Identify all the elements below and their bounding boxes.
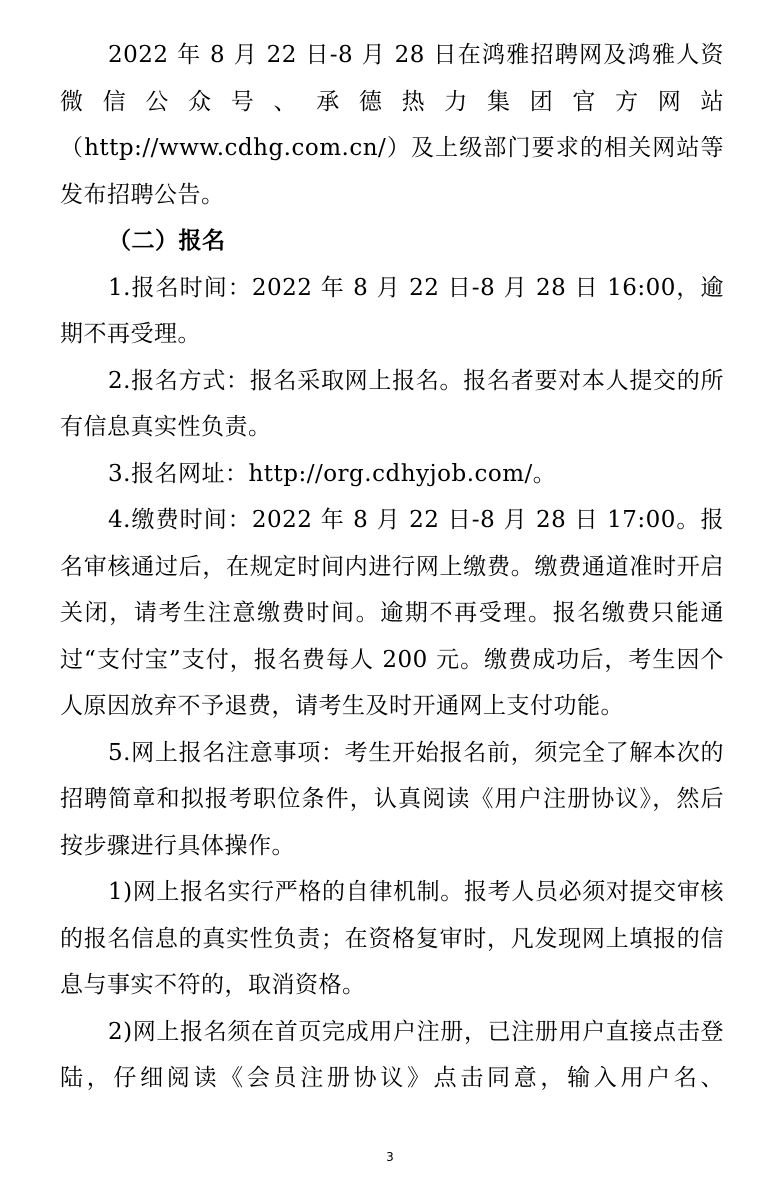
paragraph-registration-url: 3.报名网址：http://org.cdhyjob.com/。 bbox=[108, 460, 557, 487]
page-number: 3 bbox=[386, 1150, 394, 1164]
paragraph-registration-time: 1.报名时间：2022 年 8 月 22 日-8 月 28 日 16:00，逾期不再受理。 bbox=[60, 274, 724, 347]
paragraph-payment-time: 4.缴费时间：2022 年 8 月 22 日-8 月 28 日 17:00。报名审核通过后，在规定时间内进行网上缴费。缴费通道准时开启关闭，请考生注意缴费时间。逾期不再受理。报名缴费只能通过“支付宝”支付，报名费每人 200 元。缴费成功后，考生因个人原因放弃不予退费，请考生及时开通网上支付功能。 bbox=[60, 507, 724, 719]
document-page bbox=[60, 32, 724, 1102]
paragraph-online-notes: 5.网上报名注意事项：考生开始报名前，须完全了解本次的招聘简章和拟报考职位条件，认真阅读《用户注册协议》，然后按步骤进行具体操作。 bbox=[60, 739, 724, 859]
paragraph-registration-method: 2.报名方式：报名采取网上报名。报名者要对本人提交的所有信息真实性负责。 bbox=[60, 367, 724, 440]
paragraph-publish-channels: 2022 年 8 月 22 日-8 月 28 日在鸿雅招聘网及鸿雅人资微信公众号、承德热力集团官方网站（http://www.cdhg.com.cn/）及上级部门要求的相关网站等发布招聘公告。 bbox=[60, 42, 724, 208]
paragraph-subitem-2: 2)网上报名须在首页完成用户注册，已注册用户直接点击登陆，仔细阅读《会员注册协议》点击同意，输入用户名、 bbox=[60, 1018, 724, 1091]
section-heading-registration: （二）报名 bbox=[108, 228, 226, 254]
paragraph-subitem-1: 1)网上报名实行严格的自律机制。报考人员必须对提交审核的报名信息的真实性负责；在资格复审时，凡发现网上填报的信息与事实不符的，取消资格。 bbox=[60, 879, 724, 998]
